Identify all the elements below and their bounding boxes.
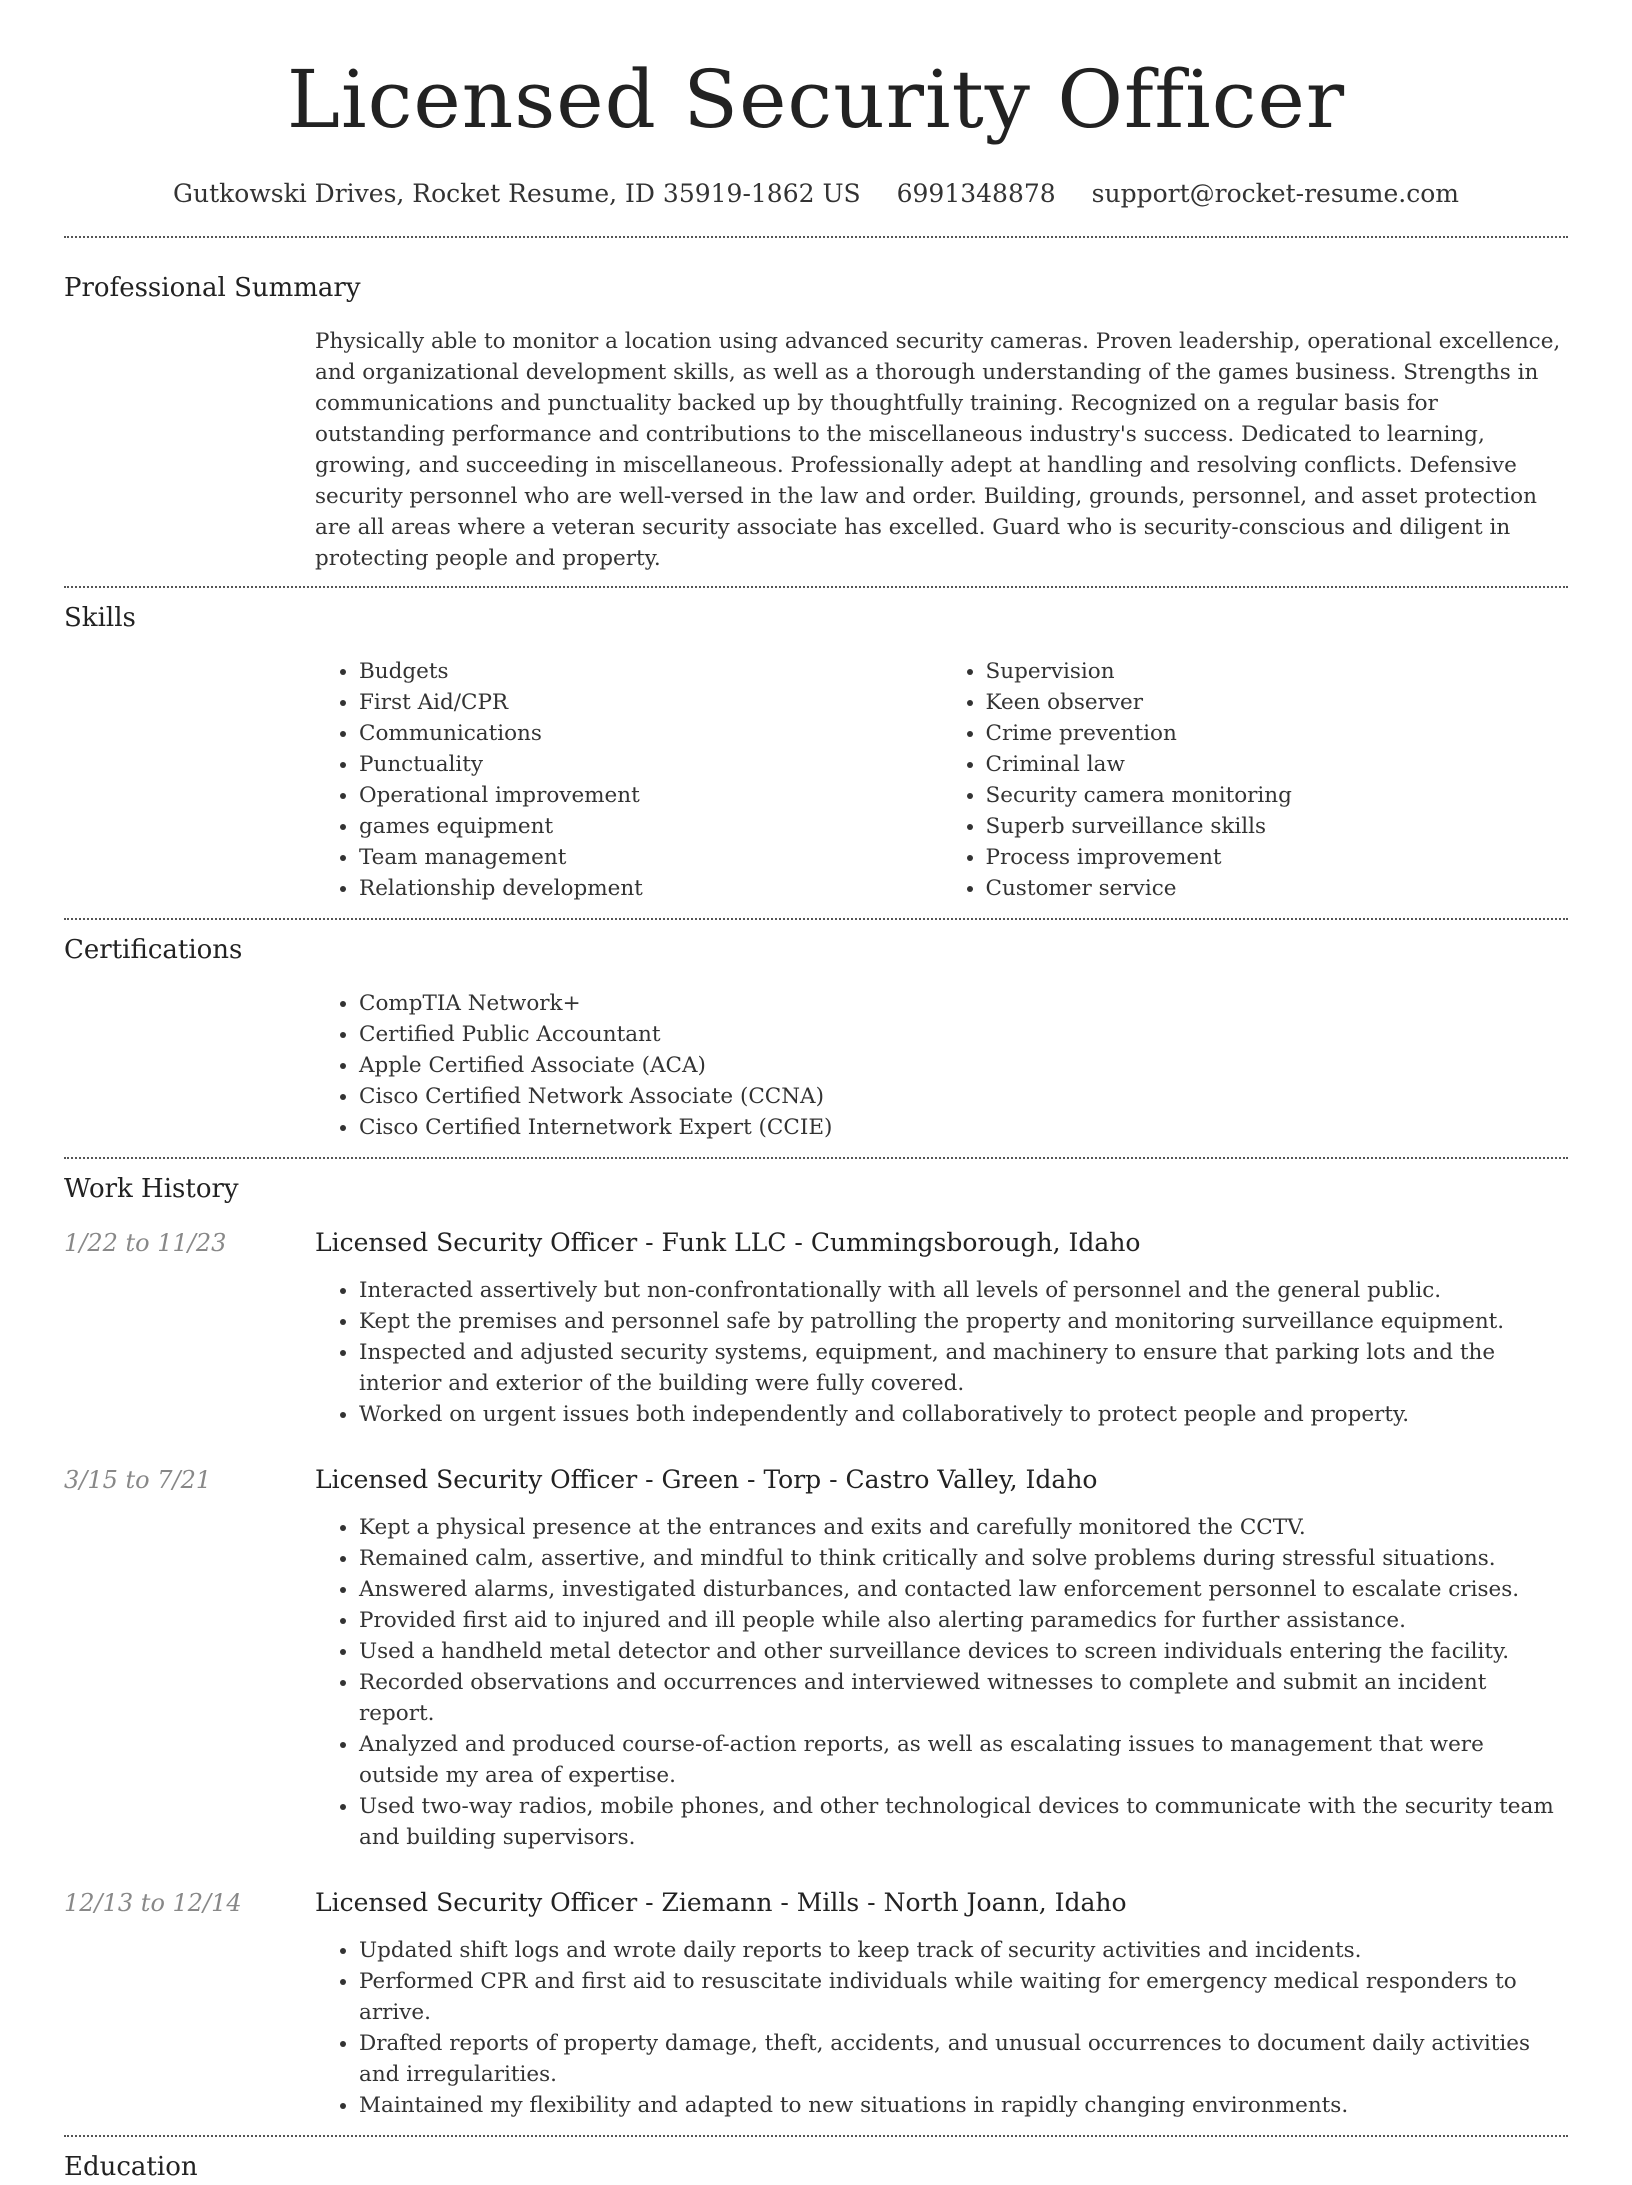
job-entry — [64, 1887, 1568, 2135]
list-item: • Cisco Certified Network Associate (CCNA) — [359, 1081, 1568, 1112]
list-item: • Drafted reports of property damage, theft, accidents, and unusual occurrences to document daily activities and irregularities. — [359, 2028, 1568, 2090]
list-item: • Inspected and adjusted security systems, equipment, and machinery to ensure that parking lots and the interior and exterior of the building were fully covered. — [359, 1337, 1568, 1399]
job-date: 3/15 to 7/21 — [64, 1466, 212, 1494]
list-item: • Crime prevention — [986, 718, 1569, 749]
contact-line — [64, 178, 1568, 210]
education-section — [64, 2137, 1568, 2185]
list-item: • Analyzed and produced course-of-action reports, as well as escalating issues to management that were outside my area of expertise. — [359, 1729, 1568, 1791]
list-item: • First Aid/CPR — [359, 687, 942, 718]
list-item: • Superb surveillance skills — [986, 811, 1569, 842]
list-item: • Provided first aid to injured and ill people while also alerting paramedics for further assistance. — [359, 1605, 1568, 1636]
job-date: 1/22 to 11/23 — [64, 1229, 227, 1257]
list-item: • Interacted assertively but non-confrontationally with all levels of personnel and the general public. — [359, 1275, 1568, 1306]
list-item: • Answered alarms, investigated disturbances, and contacted law enforcement personnel to escalate crises. — [359, 1574, 1568, 1605]
list-item: • Operational improvement — [359, 780, 942, 811]
job-date: 12/13 to 12/14 — [64, 1889, 242, 1917]
list-item: • Security camera monitoring — [986, 780, 1569, 811]
education-heading: Education — [64, 2152, 198, 2182]
contact-address: Gutkowski Drives, Rocket Resume, ID 35919-1862 US — [173, 179, 861, 208]
list-item: • Used a handheld metal detector and other surveillance devices to screen individuals entering the facility. — [359, 1636, 1568, 1667]
list-item: • Criminal law — [986, 749, 1569, 780]
job-title: Licensed Security Officer - Ziemann - Mills - North Joann, Idaho — [315, 1888, 1127, 1917]
certifications-section — [64, 920, 1568, 1143]
job-main — [315, 1464, 1568, 1853]
list-item: • Recorded observations and occurrences and interviewed witnesses to complete and submit an incident report. — [359, 1667, 1568, 1729]
list-item: • Cisco Certified Internetwork Expert (CCIE) — [359, 1112, 1568, 1143]
list-item: • Keen observer — [986, 687, 1569, 718]
job-entry — [64, 1464, 1568, 1853]
list-item: • Apple Certified Associate (ACA) — [359, 1050, 1568, 1081]
list-item: • Supervision — [986, 656, 1569, 687]
list-item: • Maintained my flexibility and adapted to new situations in rapidly changing environments. — [359, 2090, 1568, 2121]
job-title: Licensed Security Officer - Green - Torp - Castro Valley, Idaho — [315, 1465, 1098, 1494]
list-item: • Relationship development — [359, 873, 942, 904]
job-title: Licensed Security Officer - Funk LLC - Cummingsborough, Idaho — [315, 1228, 1141, 1257]
list-item: • Performed CPR and first aid to resuscitate individuals while waiting for emergency medical responders to arrive. — [359, 1966, 1568, 2028]
list-item: • Kept a physical presence at the entrances and exits and carefully monitored the CCTV. — [359, 1512, 1568, 1543]
list-item: • Worked on urgent issues both independently and collaboratively to protect people and property. — [359, 1399, 1568, 1430]
list-item: • Kept the premises and personnel safe by patrolling the property and monitoring surveillance equipment. — [359, 1306, 1568, 1337]
list-item: • Customer service — [986, 873, 1569, 904]
job-bullets — [315, 1512, 1568, 1853]
list-item: • Process improvement — [986, 842, 1569, 873]
work-history-section — [64, 1159, 1568, 2135]
certifications-heading: Certifications — [64, 935, 243, 965]
list-item: • Punctuality — [359, 749, 942, 780]
list-item: • Updated shift logs and wrote daily reports to keep track of security activities and incidents. — [359, 1935, 1568, 1966]
list-item: • games equipment — [359, 811, 942, 842]
job-main — [315, 1227, 1568, 1430]
certifications-list — [315, 988, 1568, 1143]
job-bullets — [315, 1275, 1568, 1430]
skills-list-right — [942, 656, 1569, 904]
candidate-name: Licensed Security Officer — [286, 53, 1346, 146]
skills-heading: Skills — [64, 603, 136, 633]
skills-section — [64, 588, 1568, 904]
contact-phone: 6991348878 — [896, 179, 1056, 208]
summary-section — [64, 238, 1568, 574]
list-item: • Team management — [359, 842, 942, 873]
list-item: • Communications — [359, 718, 942, 749]
job-entry — [64, 1227, 1568, 1430]
skills-grid — [315, 656, 1568, 904]
list-item: • CompTIA Network+ — [359, 988, 1568, 1019]
resume-header — [64, 0, 1568, 210]
list-item: • Used two-way radios, mobile phones, and other technological devices to communicate with the security team and building supervisors. — [359, 1791, 1568, 1853]
list-item: • Remained calm, assertive, and mindful to think critically and solve problems during stressful situations. — [359, 1543, 1568, 1574]
certifications-list-wrap — [315, 988, 1568, 1143]
list-item: • Certified Public Accountant — [359, 1019, 1568, 1050]
summary-heading: Professional Summary — [64, 273, 361, 303]
contact-email: support@rocket-resume.com — [1091, 179, 1459, 208]
skills-list-left — [315, 656, 942, 904]
job-main — [315, 1887, 1568, 2135]
summary-text: Physically able to monitor a location using advanced security cameras. Proven leadership, operational excellence, and organizational development skills, as well as a thorough understanding of the games business. Strengths in communications and punctuality backed up by thoughtfully training. Recognized on a regular basis for outstanding performance and contributions to the miscellaneous industry's success. Dedicated to learning, growing, and succeeding in miscellaneous. Professionally adept at handling and resolving conflicts. Defensive security personnel who are well-versed in the law and order. Building, grounds, personnel, and asset protection are all areas where a veteran security associate has excelled. Guard who is security-conscious and diligent in protecting people and property. — [315, 329, 1561, 571]
job-bullets — [315, 1935, 1568, 2121]
list-item: • Budgets — [359, 656, 942, 687]
work-history-heading: Work History — [64, 1174, 239, 1204]
